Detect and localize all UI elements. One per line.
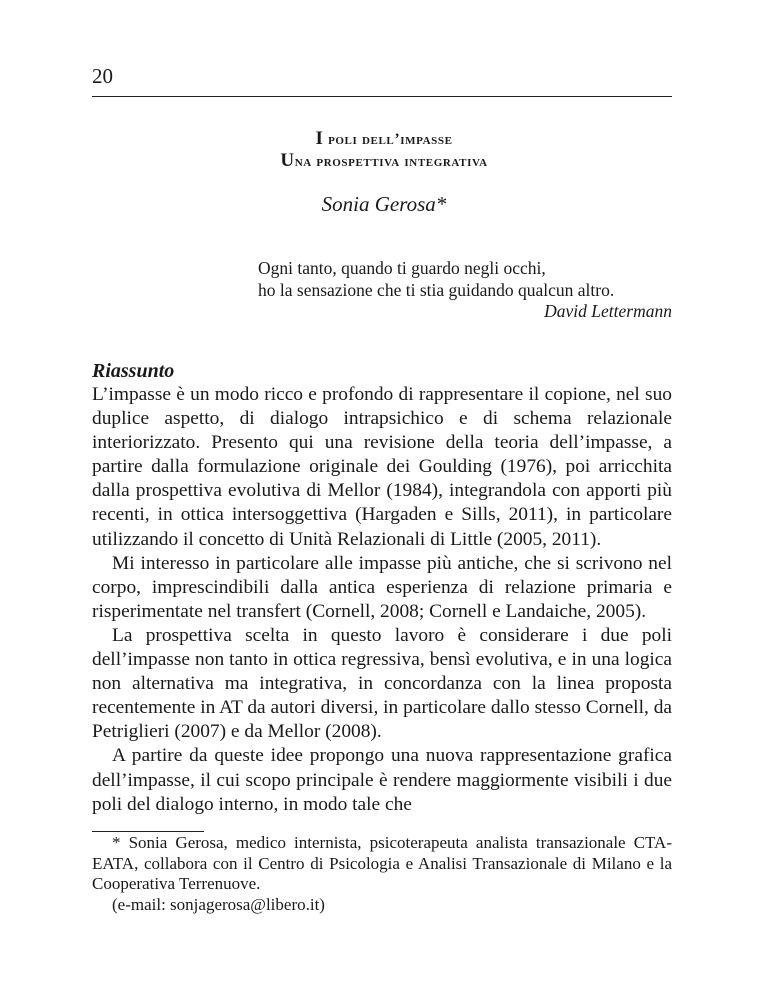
footnote	[92, 833, 672, 915]
footnote-email: (e-mail: sonjagerosa@libero.it)	[112, 894, 325, 914]
title-line-1-rest: poli dell’impasse	[323, 131, 453, 148]
title-line-2-initial: U	[280, 150, 295, 171]
article-title-line-1	[0, 128, 768, 151]
epigraph-line-2: ho la sensazione che ti stia guidando qualcun altro.	[258, 279, 615, 300]
epigraph-source: David Lettermann	[544, 301, 672, 321]
abstract-body	[92, 383, 672, 817]
paragraph: A partire da queste idee propongo una nuova rappresentazione grafica dell’impasse, il cui scopo principale è rendere maggiormente visibili i due poli del dialogo interno, in modo tale che	[92, 745, 672, 815]
article-title-line-2	[0, 150, 768, 173]
title-line-2-rest: na prospettiva integrativa	[294, 153, 488, 170]
title-line-1-initial: I	[315, 128, 324, 149]
page-number: 20	[92, 64, 113, 88]
paragraph: L’impasse è un modo ricco e profondo di rappresentare il copione, nel suo duplice aspetto, di dialogo intrapsichico e di schema relazionale interiorizzato. Presento qui una revisione della teoria dell’impasse, a partire dalla formulazione originale dei Goulding (1976), poi arricchita dalla prospettiva evolutiva di Mellor (1984), integrandola con apporti più recenti, in ottica intersoggettiva (Hargaden e Sills, 2011), in particolare utilizzando il concetto di Unità Relazionali di Little (2005, 2011).	[92, 384, 672, 550]
author-name: Sonia Gerosa*	[321, 192, 447, 216]
paragraph: Mi interesso in particolare alle impasse più antiche, che si scrivono nel corpo, imprescindibili dalla antica esperienza di relazione primaria e risperimentate nel transfert (Cornell, 2008; Cornell e Landaiche, 2005).	[92, 552, 672, 622]
epigraph	[258, 258, 672, 323]
section-heading: Riassunto	[92, 360, 175, 382]
epigraph-line-1: Ogni tanto, quando ti guardo negli occhi,	[258, 258, 546, 278]
paragraph: La prospettiva scelta in questo lavoro è considerare i due poli dell’impasse non tanto in ottica regressiva, bensì evolutiva, e in una logica non alternativa ma integrativa, in concordanza con la linea proposta recentemente in AT da autori diversi, in particolare dallo stesso Cornell, da Petriglieri (2007) e da Mellor (2008).	[92, 624, 672, 743]
header-rule	[92, 96, 672, 97]
footnote-rule	[92, 831, 204, 832]
footnote-text: * Sonia Gerosa, medico internista, psicoterapeuta analista transazionale CTA-EATA, collabora con il Centro di Psicologia e Analisi Transazionale di Milano e la Cooperativa Terrenuove.	[92, 833, 672, 894]
